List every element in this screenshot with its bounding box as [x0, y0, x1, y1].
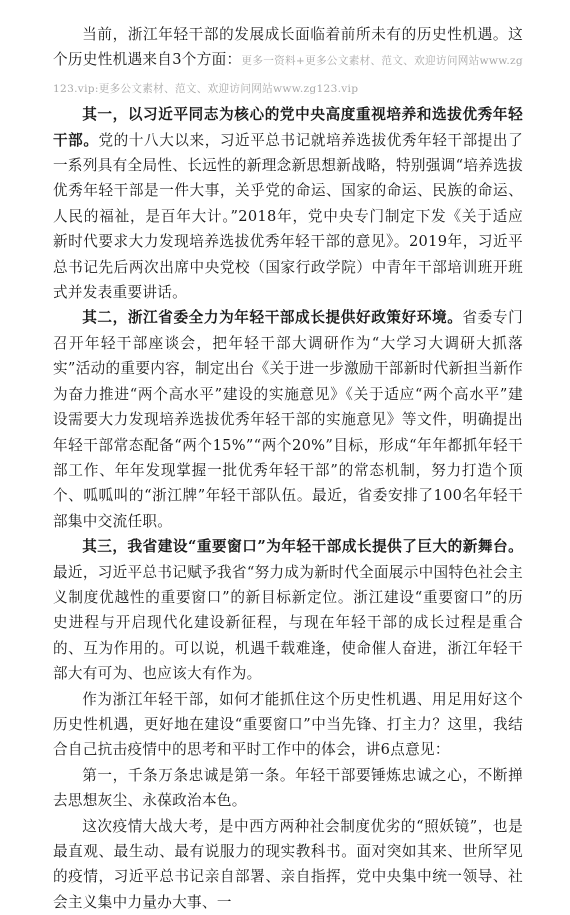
paragraph-transition — [53, 687, 523, 763]
point-three-body: 最近，习近平总书记赋予我省“努力成为新时代全面展示中国特色社会主义制度优越性的重要窗口”的新目标新定位。浙江建设“重要窗口”的历史进程与开启现代化建设新征程，与现在年轻干部的成长过程是重合的、互为作用的。可以说，机遇千载难逢，使命催人奋进，浙江年轻干部大有可为、也应该大有作为。 — [53, 563, 523, 683]
opinion-one-text: 第一，千条万条忠诚是第一条。年轻干部要锤炼忠诚之心，不断掸去思想灰尘、永葆政治本色。 — [53, 766, 523, 810]
paragraph-intro — [53, 22, 523, 102]
watermark-text: 更多一资料+更多公文素材、范文、欢迎访问网站www.zg123.vip:更多公文素材、范文、欢迎访问网站www.zg123.vip — [53, 55, 524, 95]
point-one-heading: 其一，以习近平同志为核心的党中央高度重视培养和选拔优秀年轻干部。 — [53, 106, 523, 149]
epidemic-text: 这次疫情大战大考，是中西方两种社会制度优劣的“照妖镜”，也是最直观、最生动、最有说服力的现实教科书。面对突如其来、世所罕见的疫情，习近平总书记亲自部署、亲自指挥，党中央集中统一领导、社会主义集中力量办大事、一 — [53, 817, 523, 911]
point-three-heading: 其三，我省建设“重要窗口”为年轻干部成长提供了巨大的新舞台。 — [82, 538, 523, 556]
point-one-body: 党的十八大以来，习近平总书记就培养选拔优秀年轻干部提出了一系列具有全局性、长远性的新理念新思想新战略，特别强调“培养选拔优秀年轻干部是一件大事，关乎党的命运、国家的命运、民族的命运、人民的福祉，是百年大计。”2018年，党中央专门制定下发《关于适应新时代要求大力发现培养选拔优秀年轻干部的意见》。2019年，习近平总书记先后两次出席中央党校（国家行政学院）中青年干部培训班开班式并发表重要讲话。 — [53, 131, 523, 302]
paragraph-point-one — [53, 102, 523, 305]
intro-text: 当前，浙江年轻干部的发展成长面临着前所未有的历史性机遇。这个历史性机遇来自3个方面： — [53, 26, 523, 69]
paragraph-point-two — [53, 305, 523, 534]
document-page — [53, 22, 523, 915]
paragraph-point-three — [53, 534, 523, 686]
paragraph-epidemic — [53, 814, 523, 915]
point-two-heading: 其二，浙江省委全力为年轻干部成长提供好政策好环境。 — [82, 309, 463, 327]
point-two-body: 省委专门召开年轻干部座谈会，把年轻干部大调研作为“大学习大调研大抓落实”活动的重要内容，制定出台《关于进一步激励干部新时代新担当新作为奋力推进“两个高水平”建设的实施意见》《关于适应“两个高水平”建设需要大力发现培养选拔优秀年轻干部的实施意见》等文件，明确提出年轻干部常态配备“两个15%”“两个20%”目标，形成“年年都抓年轻干部工作、年年发现掌握一批优秀年轻干部”的常态机制，努力打造个顶个、呱呱叫的“浙江牌”年轻干部队伍。最近，省委安排了100名年轻干部集中交流任职。 — [53, 309, 523, 530]
paragraph-opinion-one — [53, 763, 523, 814]
transition-text: 作为浙江年轻干部，如何才能抓住这个历史性机遇、用足用好这个历史性机遇，更好地在建设“重要窗口”中当先锋、打主力？这里，我结合自己抗击疫情中的思考和平时工作中的体会，讲6点意见： — [53, 690, 523, 759]
